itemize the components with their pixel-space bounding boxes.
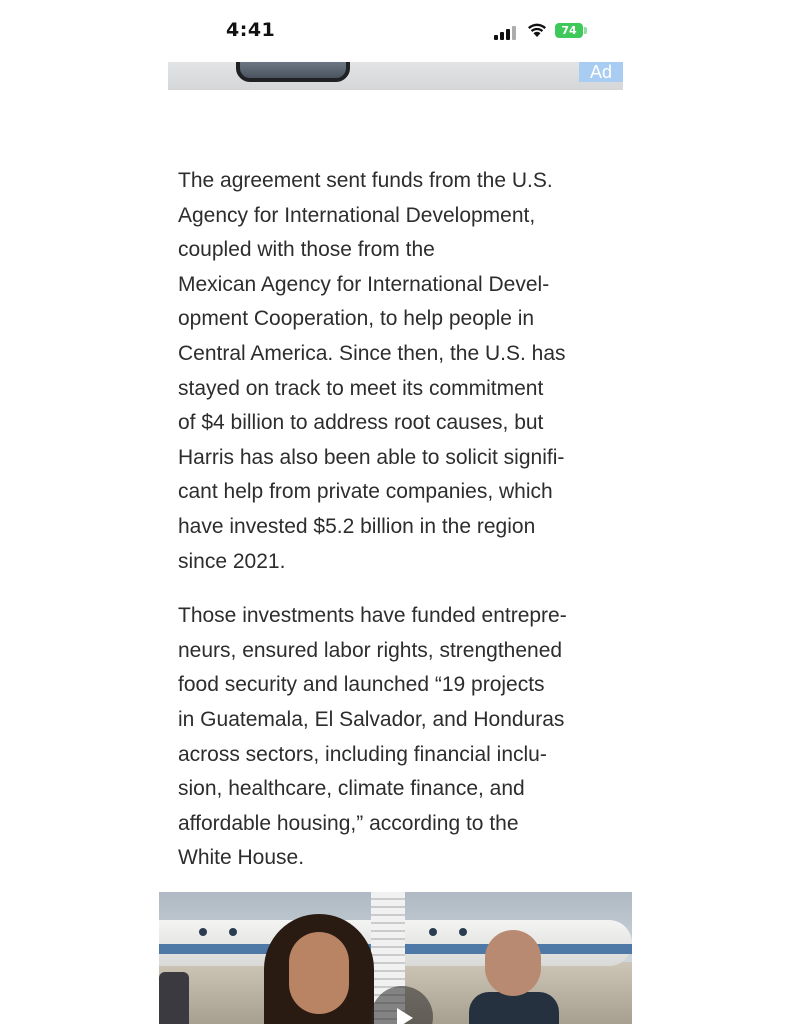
article-paragraph (178, 599, 618, 876)
paragraph-line: affordable housing,” according to the (178, 811, 519, 835)
airplane-window (199, 928, 207, 936)
ad-banner[interactable] (168, 62, 623, 90)
status-time: 4:41 (226, 19, 276, 41)
paragraph-line: Agency for International Development, (178, 203, 536, 227)
wifi-icon (527, 22, 547, 38)
paragraph-line: coupled with those from the (178, 238, 435, 262)
paragraph-line: The agreement sent funds from the U.S. (178, 169, 553, 192)
paragraph-line: Central America. Since then, the U.S. has (178, 341, 566, 365)
paragraph-line: cant help from private companies, which (178, 480, 553, 504)
ad-image (236, 62, 350, 82)
play-icon[interactable] (397, 1008, 413, 1024)
video-player[interactable] (159, 892, 632, 1024)
ad-badge[interactable]: Ad (579, 62, 623, 82)
paragraph-line: of $4 billion to address root causes, but (178, 411, 544, 435)
person-woman (264, 914, 374, 1024)
cellular-signal-icon (494, 24, 520, 40)
paragraph-line: across sectors, including financial inclu- (178, 742, 547, 766)
person-body (469, 992, 559, 1024)
paragraph-line: sion, healthcare, climate finance, and (178, 777, 525, 801)
battery-level: 74 (561, 24, 577, 37)
battery-nub (584, 27, 587, 34)
status-bar (0, 0, 791, 60)
person-man (479, 930, 549, 1024)
airplane-window (229, 928, 237, 936)
paragraph-line: Harris has also been able to solicit signifi- (178, 445, 565, 469)
background-people (159, 972, 189, 1024)
article-paragraph (178, 164, 618, 579)
paragraph-line: have invested $5.2 billion in the region (178, 514, 536, 538)
paragraph-line: food security and launched “19 projects (178, 673, 545, 697)
paragraph-line: stayed on track to meet its commitment (178, 376, 544, 400)
article-body (178, 164, 618, 896)
airplane-window (459, 928, 467, 936)
paragraph-line: Those investments have funded entrepre- (178, 604, 567, 628)
battery-icon (555, 23, 583, 38)
person-face (289, 932, 349, 1014)
person-head (485, 930, 541, 996)
paragraph-line: White House. (178, 846, 305, 870)
paragraph-line: in Guatemala, El Salvador, and Honduras (178, 707, 565, 731)
paragraph-line: neurs, ensured labor rights, strengthened (178, 638, 563, 662)
paragraph-line: Mexican Agency for International Devel- (178, 272, 550, 296)
paragraph-line: opment Cooperation, to help people in (178, 307, 535, 331)
paragraph-line: since 2021. (178, 549, 286, 573)
airplane-window (429, 928, 437, 936)
